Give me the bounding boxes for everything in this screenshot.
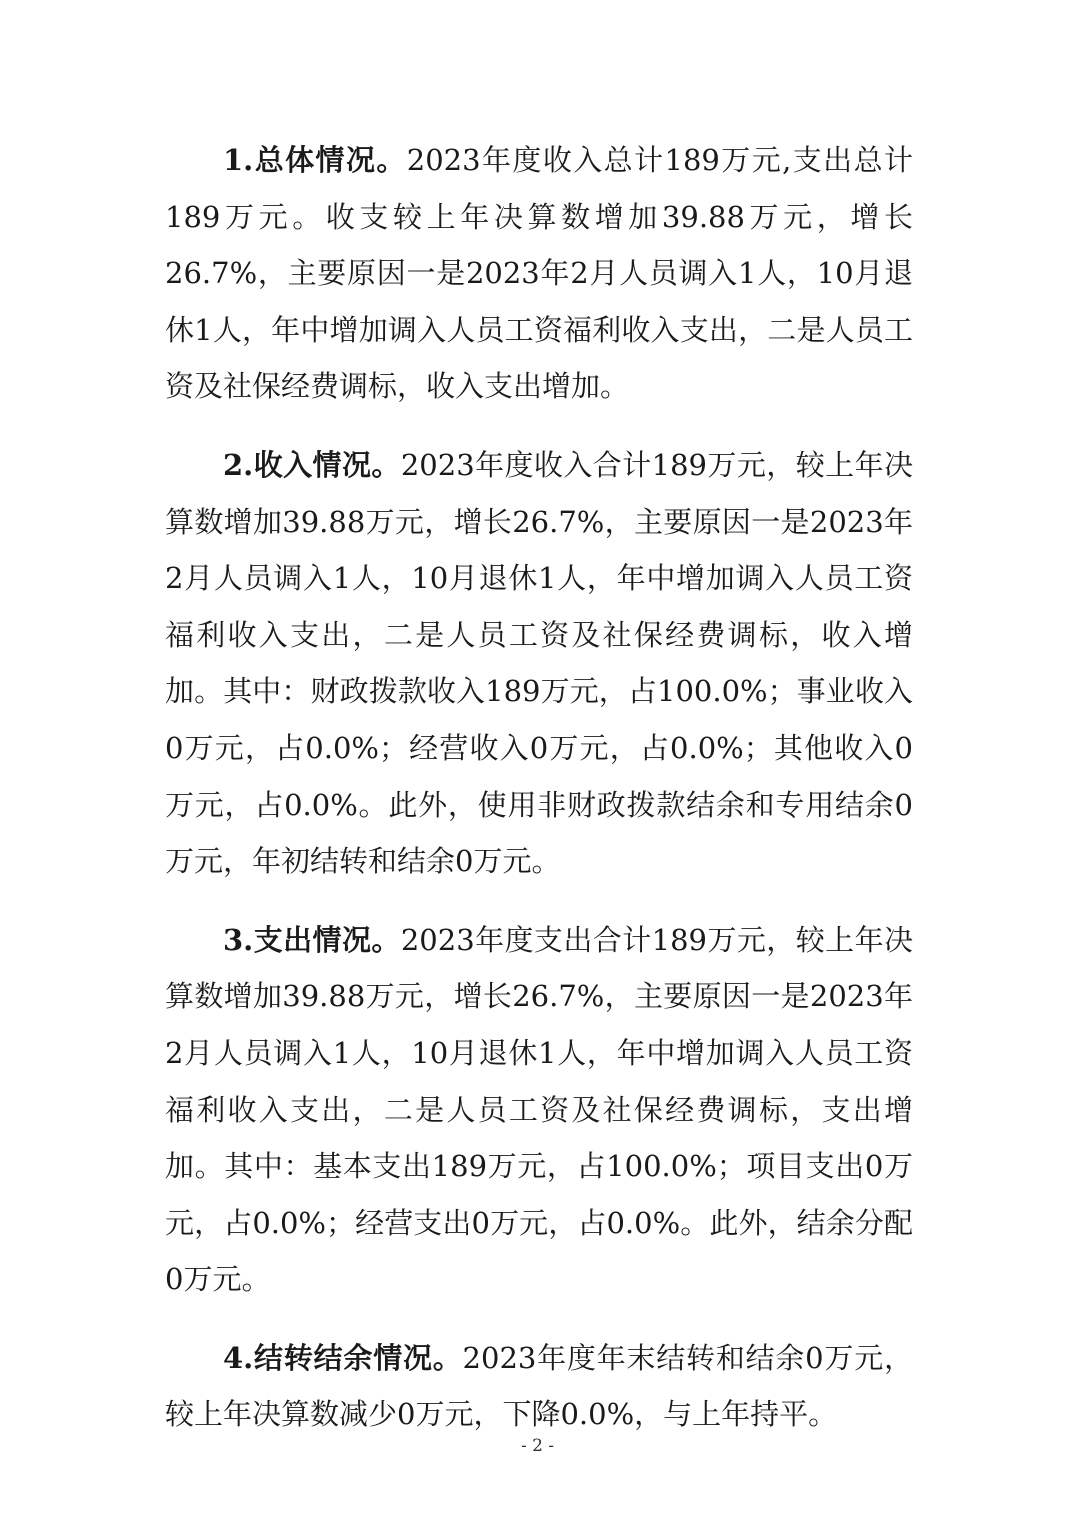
section-text: 2023年度支出合计189万元，较上年决算数增加39.88万元，增长26.7%，主要原因一是2023年2月人员调入1人，10月退休1人，年中增加调入人员工资福利收入支出，二是人员工资及社保经费调标，支出增加。其中：基本支出189万元，占100.0%；项目支出0万元，占0.0%；经营支出0万元，占0.0%。此外，结余分配0万元。 [165,922,913,1297]
section-text: 2023年度收入合计189万元，较上年决算数增加39.88万元，增长26.7%，主要原因一是2023年2月人员调入1人，10月退休1人，年中增加调入人员工资福利收入支出，二是人员工资及社保经费调标，收入增加。其中：财政拨款收入189万元，占100.0%；事业收入0万元，占0.0%；经营收入0万元，占0.0%；其他收入0万元，占0.0%。此外，使用非财政拨款结余和专用结余0万元，年初结转和结余0万元。 [165,447,913,879]
page-number: - 2 - [520,1436,555,1456]
section-heading: 4.结转结余情况。 [223,1340,463,1375]
section-text: 2023年度年末结转和结余0万元，较上年决算数减少0万元，下降0.0%，与上年持平。 [165,1340,913,1432]
section-expenditure [165,912,913,1308]
section-income [165,437,913,890]
section-heading: 3.支出情况。 [223,922,401,957]
section-heading: 1.总体情况。 [223,143,407,177]
document-body [165,132,913,1443]
section-overall [165,132,913,415]
section-heading: 2.收入情况。 [223,447,401,482]
section-text: 2023年度收入总计189万元,支出总计189万元。收支较上年决算数增加39.88万元，增长26.7%，主要原因一是2023年2月人员调入1人，10月退休1人，年中增加调入人员工资福利收入支出，二是人员工资及社保经费调标，收入支出增加。 [165,143,913,404]
section-carryover-balance [165,1330,913,1443]
